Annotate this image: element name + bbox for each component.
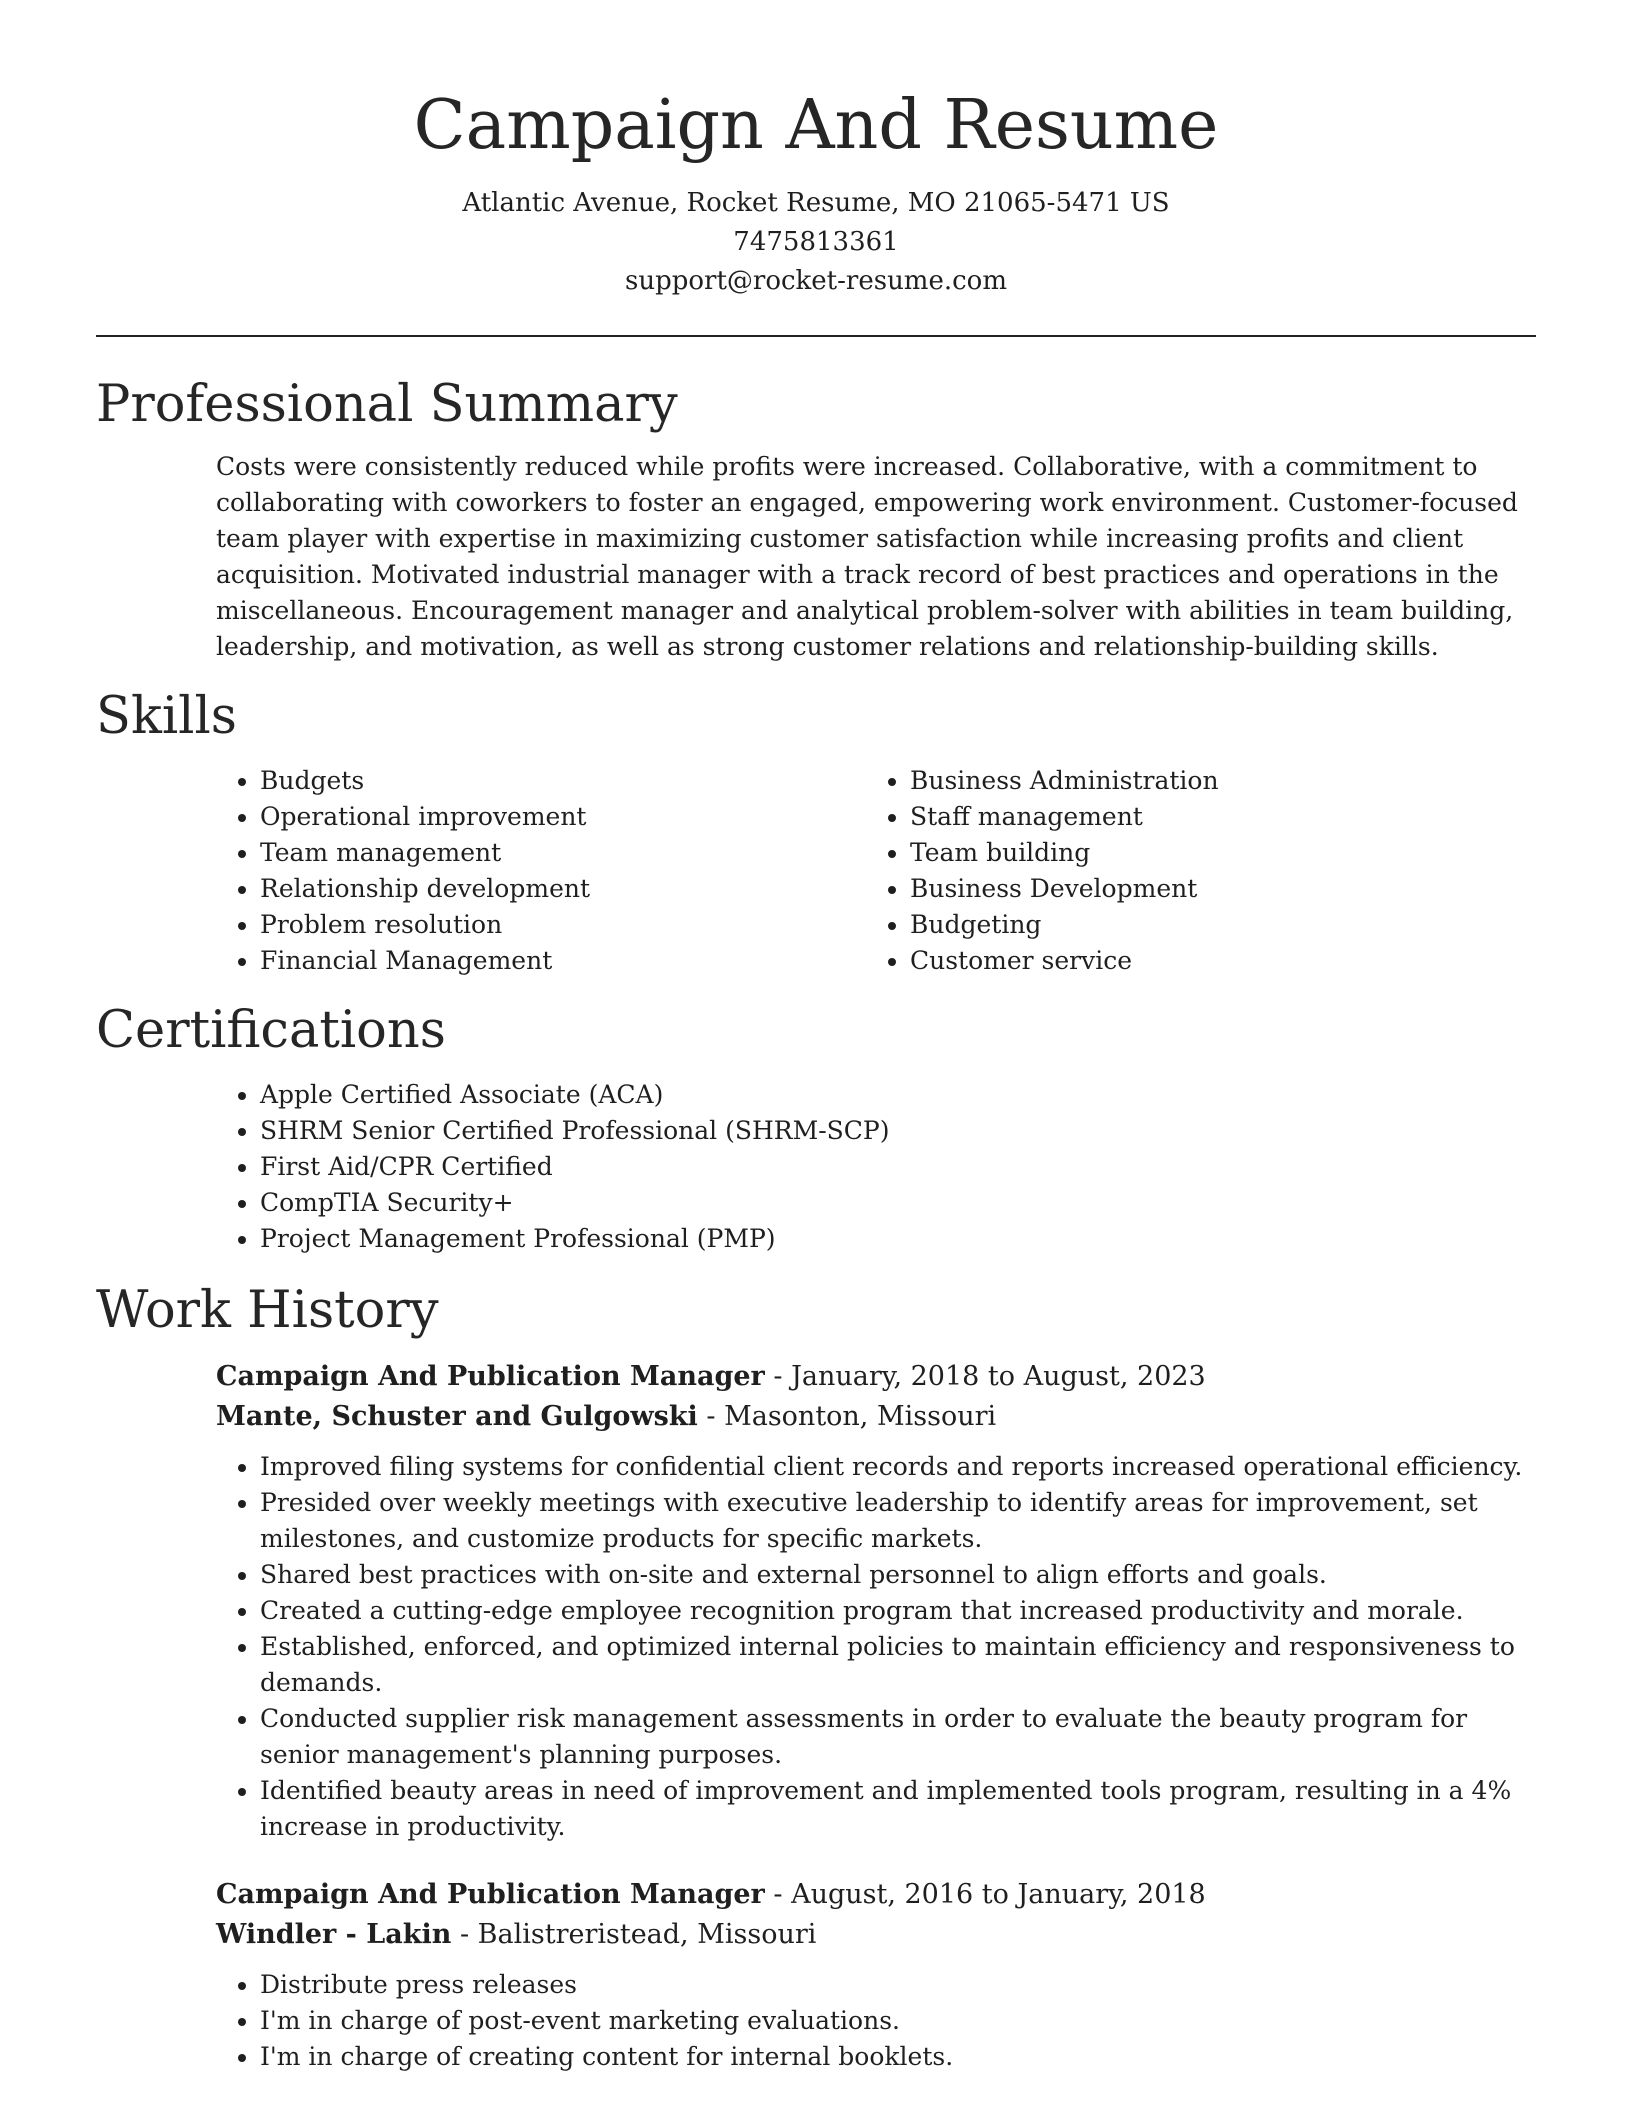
job-bullet: • I'm in charge of post-event marketing evaluations.	[260, 2003, 1536, 2039]
skill-item: • Financial Management	[260, 943, 866, 979]
job-role: Campaign And Publication Manager	[216, 1361, 765, 1392]
resume-page	[96, 0, 1536, 2075]
job-bullets	[216, 1967, 1536, 2075]
certifications-body	[216, 1077, 1536, 1257]
certification-item: • Project Management Professional (PMP)	[260, 1221, 1536, 1257]
skill-item: • Operational improvement	[260, 799, 866, 835]
skill-item: • Business Development	[910, 871, 1516, 907]
job-bullet: • Shared best practices with on-site and external personnel to align efforts and goals.	[260, 1557, 1536, 1593]
contact-phone: 7475813361	[733, 227, 899, 257]
skills-grid	[216, 763, 1536, 979]
certifications-list	[216, 1077, 1536, 1257]
job-bullets	[216, 1449, 1536, 1845]
skill-item: • Staff management	[910, 799, 1516, 835]
work-history-section	[96, 1279, 1536, 2075]
job-bullet: • Distribute press releases	[260, 1967, 1536, 2003]
job-bullet: • Established, enforced, and optimized internal policies to maintain efficiency and responsiveness to demands.	[260, 1629, 1536, 1701]
skills-heading: Skills	[96, 687, 237, 746]
contact-info	[96, 184, 1536, 301]
certifications-heading: Certifications	[96, 1001, 446, 1060]
skill-item: • Business Administration	[910, 763, 1516, 799]
job-bullet: • Created a cutting-edge employee recognition program that increased productivity and morale.	[260, 1593, 1536, 1629]
job-bullet: • Identified beauty areas in need of improvement and implemented tools program, resulting in a 4% increase in productivity.	[260, 1773, 1536, 1845]
job-entry	[216, 1357, 1536, 1845]
skill-item: • Problem resolution	[260, 907, 866, 943]
summary-body	[216, 449, 1536, 665]
job-title-line	[216, 1875, 1536, 1915]
summary-section	[96, 373, 1536, 665]
job-bullet: • Presided over weekly meetings with executive leadership to identify areas for improvement, set milestones, and customize products for specific markets.	[260, 1485, 1536, 1557]
skills-list-left	[216, 763, 866, 979]
certification-item: • Apple Certified Associate (ACA)	[260, 1077, 1536, 1113]
contact-address: Atlantic Avenue, Rocket Resume, MO 21065-5471 US	[462, 188, 1170, 218]
skills-section	[96, 685, 1536, 979]
job-dates: - January, 2018 to August, 2023	[764, 1361, 1206, 1392]
job-entry	[216, 1875, 1536, 2075]
work-history-heading: Work History	[96, 1281, 439, 1340]
job-bullet: • Improved filing systems for confidential client records and reports increased operational efficiency.	[260, 1449, 1536, 1485]
skills-column-right	[866, 763, 1516, 979]
skill-item: • Budgets	[260, 763, 866, 799]
resume-header	[96, 0, 1536, 301]
certifications-section	[96, 999, 1536, 1257]
skills-list-right	[866, 763, 1516, 979]
header-divider	[96, 335, 1536, 337]
summary-text: Costs were consistently reduced while profits were increased. Collaborative, with a commitment to collaborating with coworkers to foster an engaged, empowering work environment. Customer-focused team player with expertise in maximizing customer satisfaction while increasing profits and client acquisition. Motivated industrial manager with a track record of best practices and operations in the miscellaneous. Encouragement manager and analytical problem-solver with abilities in team building, leadership, and motivation, as well as strong customer relations and relationship-building skills.	[216, 452, 1518, 661]
job-company-line	[216, 1397, 1536, 1437]
certification-item: • First Aid/CPR Certified	[260, 1149, 1536, 1185]
contact-email: support@rocket-resume.com	[624, 266, 1007, 296]
job-dates: - August, 2016 to January, 2018	[764, 1879, 1206, 1910]
job-title-line	[216, 1357, 1536, 1397]
candidate-name: Campaign And Resume	[413, 86, 1219, 165]
job-company-line	[216, 1915, 1536, 1955]
skills-column-left	[216, 763, 866, 979]
job-company: Windler - Lakin	[216, 1919, 452, 1950]
skill-item: • Budgeting	[910, 907, 1516, 943]
skill-item: • Relationship development	[260, 871, 866, 907]
skill-item: • Team building	[910, 835, 1516, 871]
job-location: - Masonton, Missouri	[697, 1401, 997, 1432]
job-bullet: • Conducted supplier risk management assessments in order to evaluate the beauty program for senior management's planning purposes.	[260, 1701, 1536, 1773]
job-location: - Balistreristead, Missouri	[451, 1919, 817, 1950]
summary-heading: Professional Summary	[96, 375, 678, 434]
skill-item: • Team management	[260, 835, 866, 871]
skill-item: • Customer service	[910, 943, 1516, 979]
job-company: Mante, Schuster and Gulgowski	[216, 1401, 698, 1432]
certification-item: • SHRM Senior Certified Professional (SHRM-SCP)	[260, 1113, 1536, 1149]
certification-item: • CompTIA Security+	[260, 1185, 1536, 1221]
job-role: Campaign And Publication Manager	[216, 1879, 765, 1910]
job-bullet: • I'm in charge of creating content for internal booklets.	[260, 2039, 1536, 2075]
